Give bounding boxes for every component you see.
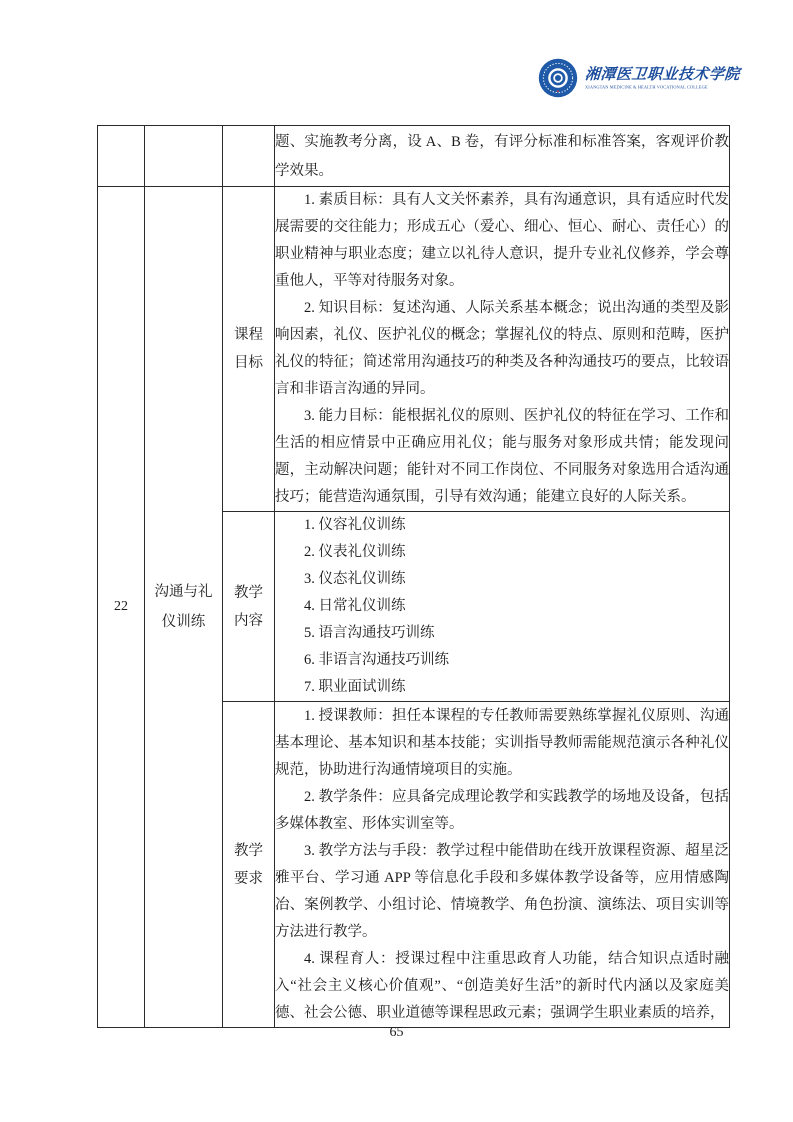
college-name-zh: 湘潭医卫职业技术学院 <box>584 67 741 83</box>
section-label-goals-cell <box>223 187 275 512</box>
course-outline-table <box>97 125 730 1028</box>
section-label: 教学内容 <box>233 584 263 629</box>
empty-seq-cell <box>98 126 145 187</box>
list-item: 2. 仪表礼仪训练 <box>304 544 406 560</box>
table-row-course-goals <box>98 187 730 512</box>
continued-content-cell <box>275 126 730 187</box>
college-name-en: XIANGTAN MEDICINE & HEALTH VOCATIONAL COLLEGE <box>585 85 708 90</box>
course-name: 沟通与礼仪训练 <box>154 584 213 630</box>
section-label: 教学要求 <box>233 842 263 887</box>
section-content-goals <box>275 187 730 512</box>
paragraph: 题、实施教考分离，设 A、B 卷，有评分标准和标准答案，客观评价教学效果。 <box>275 134 729 179</box>
list-item: 3. 仪态礼仪训练 <box>304 571 406 587</box>
list-item: 7. 职业面试训练 <box>304 679 406 695</box>
section-label: 课程目标 <box>233 327 263 371</box>
paragraph: 2. 教学条件：应具备完成理论教学和实践教学的场地及设备，包括多媒体教室、形体实训室等。 <box>275 788 729 832</box>
paragraph: 2. 知识目标：复述沟通、人际关系基本概念；说出沟通的类型及影响因素，礼仪、医护礼仪的概念；掌握礼仪的特点、原则和范畴，医护礼仪的特征；简述常用沟通技巧的种类及各种沟通技巧的要点，比较语言和非语言沟通的异同。 <box>275 300 729 397</box>
table-row-continued <box>98 126 730 187</box>
document-header <box>538 58 783 98</box>
course-name-cell <box>145 187 223 1028</box>
college-emblem-icon <box>538 58 578 98</box>
empty-course-cell <box>145 126 223 187</box>
list-item: 6. 非语言沟通技巧训练 <box>304 652 449 668</box>
course-seq: 22 <box>114 599 128 614</box>
list-item: 1. 仪容礼仪训练 <box>304 517 406 533</box>
section-content-requirements <box>275 702 730 1028</box>
page-footer <box>0 1025 793 1041</box>
paragraph: 1. 素质目标：具有人文关怀素养，具有沟通意识，具有适应时代发展需要的交往能力；形成五心（爱心、细心、恒心、耐心、责任心）的职业精神与职业态度；建立以礼待人意识，提升专业礼仪修养，学会尊重他人，平等对待服务对象。 <box>275 192 729 289</box>
section-label-requirements-cell <box>223 702 275 1028</box>
empty-label-cell <box>223 126 275 187</box>
college-logo-text <box>585 63 783 93</box>
page-number: 65 <box>389 1025 404 1040</box>
list-item: 4. 日常礼仪训练 <box>304 598 406 614</box>
course-seq-cell <box>98 187 145 1028</box>
section-label-content-cell <box>223 512 275 702</box>
paragraph: 4. 课程育人：授课过程中注重思政育人功能，结合知识点适时融入“社会主义核心价值观”、“创造美好生活”的新时代内涵以及家庭美德、社会公德、职业道德等课程思政元素；强调学生职业素质的培养， <box>275 950 729 1021</box>
paragraph: 3. 教学方法与手段：教学过程中能借助在线开放课程资源、超星泛雅平台、学习通 APP 等信息化手段和多媒体教学设备等，应用情感陶冶、案例教学、小组讨论、情境教学、角色扮演、演练法、项目实训等方法进行教学。 <box>275 842 729 940</box>
paragraph: 3. 能力目标：能根据礼仪的原则、医护礼仪的特征在学习、工作和生活的相应情景中正确应用礼仪；能与服务对象形成共情；能发现问题，主动解决问题；能针对不同工作岗位、不同服务对象选用合适沟通技巧；能营造沟通氛围，引导有效沟通；能建立良好的人际关系。 <box>275 408 729 505</box>
list-item: 5. 语言沟通技巧训练 <box>304 625 435 641</box>
section-content-teaching <box>275 512 730 702</box>
paragraph: 1. 授课教师：担任本课程的专任教师需要熟练掌握礼仪原则、沟通基本理论、基本知识和基本技能；实训指导教师需能规范演示各种礼仪规范，协助进行沟通情境项目的实施。 <box>275 707 729 778</box>
